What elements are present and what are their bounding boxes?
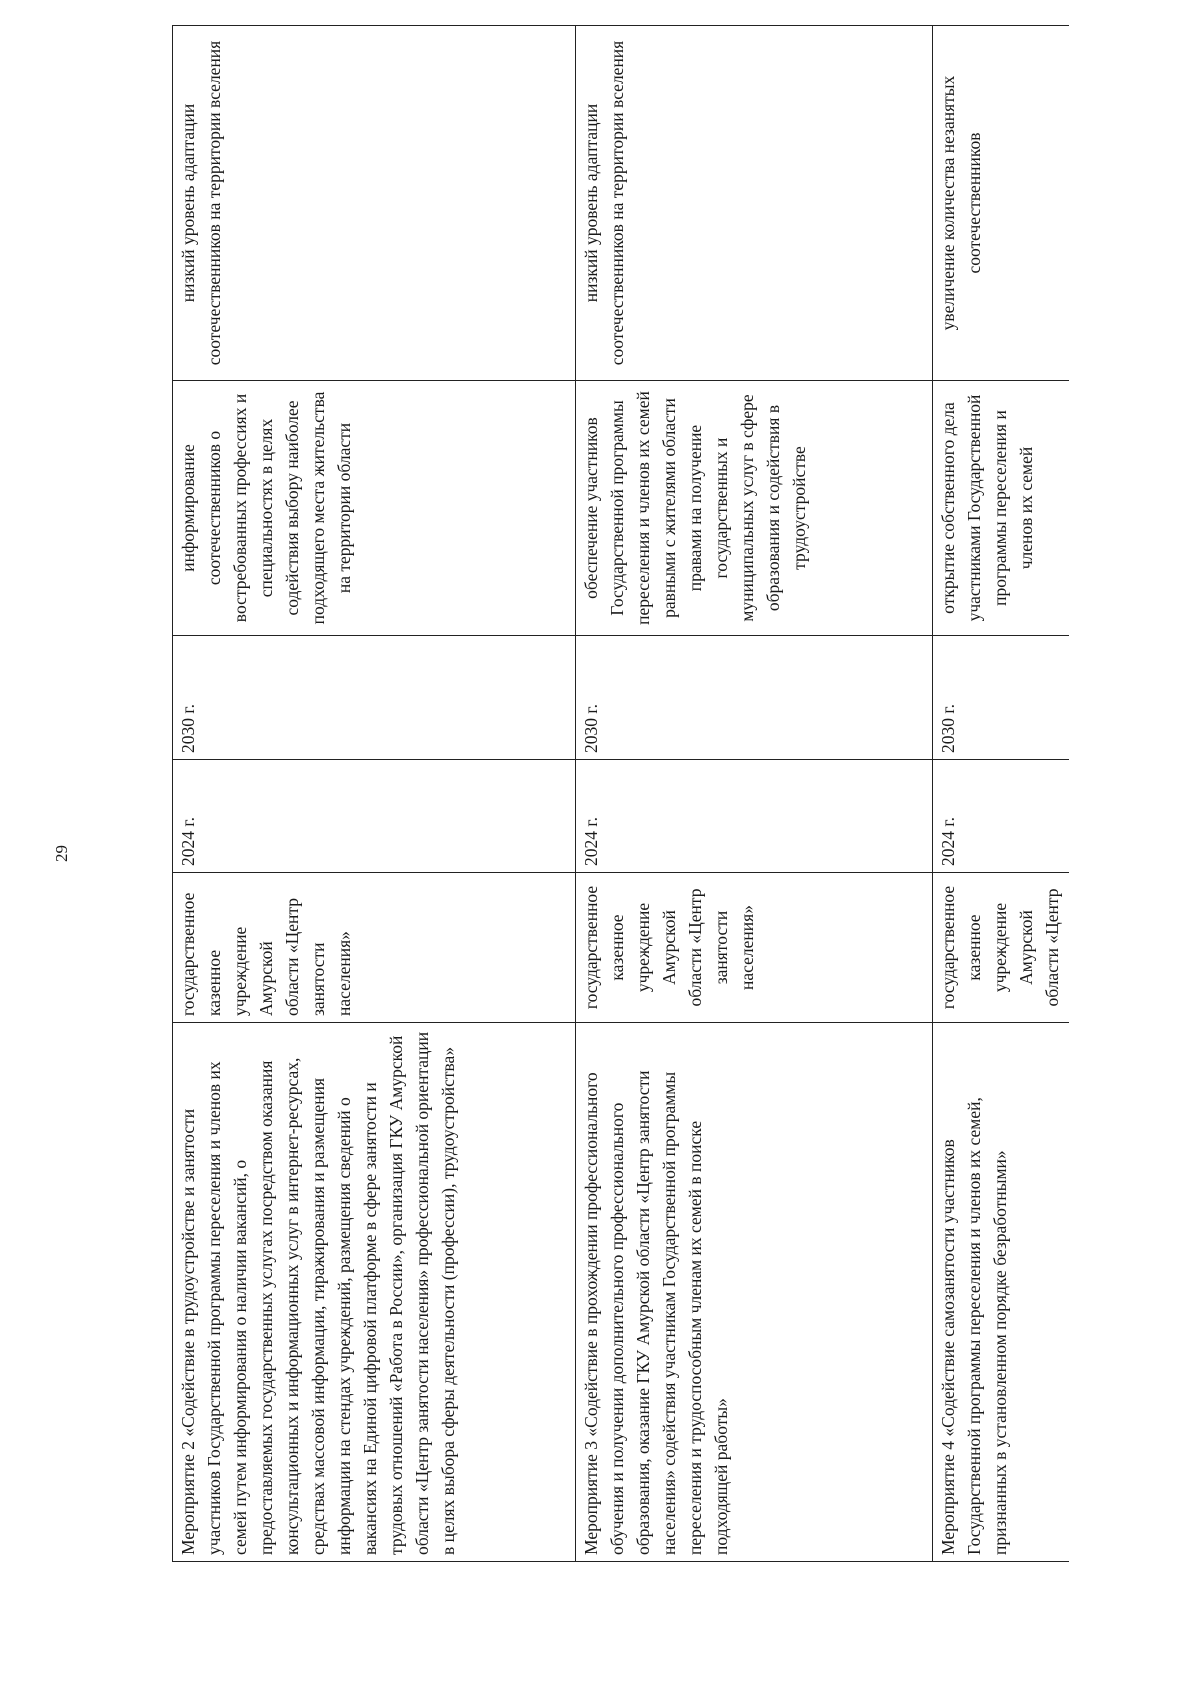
executor-cell: государственное казенное учреждение Амурской области «Центр занятости населения» xyxy=(576,873,933,1023)
measure-cell: Мероприятие 2 «Содействие в трудоустройстве и занятости участников Государственной программы переселения и членов их семей путем информирования о наличии вакансий, о предоставляемых государственных услугах посредством оказания консультационных и информационных услуг в интернет-ресурсах, средствах массовой информации, тиражирования и размещения информации на стендах учреждений, размещения сведений о вакансиях на Единой цифровой платформе в сфере занятости и трудовых отношений «Работа в России», организация ГКУ Амурской области «Центр занятости населения» профессиональной ориентации в целях выбора сферы деятельности (профессии), трудоустройства» xyxy=(173,1023,576,1562)
result-cell: информирование соотечественников о востребованных профессиях и специальностях в целях содействия выбору наиболее подходящего места жительства на территории области xyxy=(173,381,576,636)
executor-cell: государственное казенное учреждение Амурской области «Центр занятости населения» xyxy=(173,873,576,1023)
risk-cell: низкий уровень адаптации соотечественников на территории вселения xyxy=(576,26,933,381)
measure-cell: Мероприятие 3 «Содействие в прохождении профессионального обучения и получении дополнительного профессионального образования, оказание ГКУ Амурской области «Центр занятости населения» содействия участникам Государственной программы переселения и трудоспособным членам их семей в поиске подходящей работы» xyxy=(576,1023,933,1562)
start-year-cell: 2024 г. xyxy=(173,760,576,873)
end-year-cell: 2030 г. xyxy=(576,636,933,760)
end-year-cell: 2030 г. xyxy=(933,636,1070,760)
risk-cell: низкий уровень адаптации соотечественников на территории вселения xyxy=(173,26,576,381)
table-row xyxy=(173,26,576,1562)
result-cell: обеспечение участников Государственной программы переселения и членов их семей равными с жителями области правами на получение государственных и муниципальных услуг в сфере образования и содействия в трудоустройстве xyxy=(576,381,933,636)
measures-table xyxy=(172,25,1069,1562)
start-year-cell: 2024 г. xyxy=(933,760,1070,873)
rotated-table-container xyxy=(172,26,1062,1562)
executor-cell: государственное казенное учреждение Амурской области «Центр xyxy=(933,873,1070,1023)
table-row xyxy=(576,26,933,1562)
page-number: 29 xyxy=(52,845,71,862)
end-year-cell: 2030 г. xyxy=(173,636,576,760)
start-year-cell: 2024 г. xyxy=(576,760,933,873)
result-cell: открытие собственного дела участниками Государственной программы переселения и членов их семей xyxy=(933,381,1070,636)
table-row xyxy=(933,26,1070,1562)
measure-cell: Мероприятие 4 «Содействие самозанятости участников Государственной программы переселения и членов их семей, признанных в установленном порядке безработными» xyxy=(933,1023,1070,1562)
risk-cell: увеличение количества незанятых соотечественников xyxy=(933,26,1070,381)
